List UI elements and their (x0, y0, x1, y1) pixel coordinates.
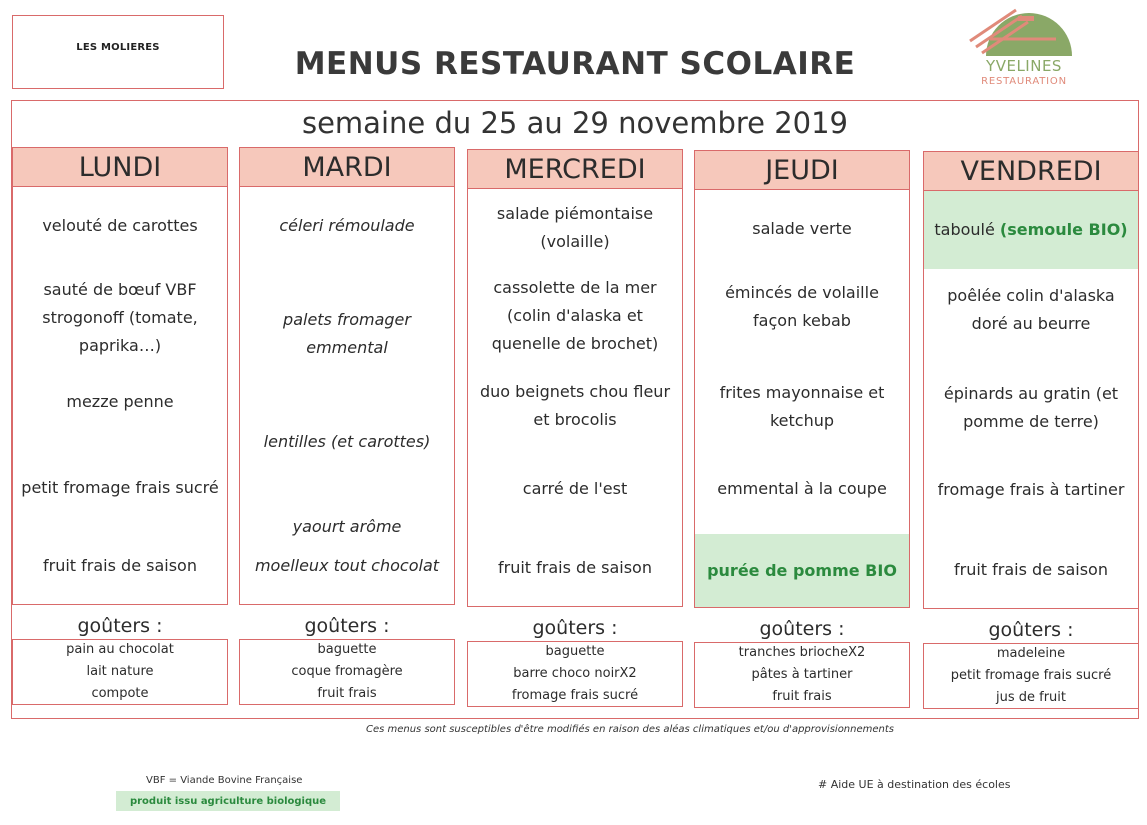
menu-box (694, 190, 910, 608)
bio-suffix: (semoule BIO) (999, 220, 1128, 239)
day-column-thursday (694, 150, 910, 708)
gouters-box (239, 639, 455, 705)
page-title: MENUS RESTAURANT SCOLAIRE (294, 46, 856, 82)
day-header: VENDREDI (923, 151, 1139, 191)
menu-item-main: poêlée colin d'alaska doré au beurre (947, 286, 1115, 333)
menu-item-dairy: carré de l'est (522, 479, 628, 498)
cloche-plate-logo-icon (960, 6, 1088, 58)
gouter-item: compote (91, 686, 149, 701)
menu-item-dairy: yaourt arôme (292, 517, 402, 536)
gouter-item: petit fromage frais sucré (950, 668, 1112, 683)
day-header: MARDI (239, 147, 455, 187)
gouter-item: lait nature (86, 664, 154, 679)
gouters-label: goûters : (532, 617, 618, 639)
menu-item-starter-bio (924, 191, 1138, 269)
menu-item-dessert: fruit frais de saison (954, 560, 1108, 579)
gouters-box (923, 643, 1139, 709)
gouters-box (467, 641, 683, 707)
gouters-label: goûters : (304, 615, 390, 637)
menu-box (12, 187, 228, 605)
gouters-label: goûters : (759, 618, 845, 640)
menu-item-dessert: moelleux tout chocolat (254, 556, 440, 575)
school-name: LES MOLIERES (76, 41, 160, 53)
gouter-item: fruit frais (772, 689, 832, 704)
disclaimer-note: Ces menus sont susceptibles d'être modifiés en raison des aléas climatiques et/ou d'approvisionnements (365, 724, 895, 735)
day-column-monday (12, 147, 228, 705)
gouter-item: pain au chocolat (66, 642, 174, 657)
gouters-label: goûters : (77, 615, 163, 637)
gouter-item: barre choco noirX2 (513, 666, 637, 681)
day-column-friday (923, 151, 1139, 709)
gouter-item: pâtes à tartiner (751, 667, 853, 682)
menu-box (467, 189, 683, 607)
menu-box (923, 191, 1139, 609)
menu-item-starter-text: taboulé (934, 220, 995, 239)
menu-item-side: lentilles (et carottes) (263, 432, 431, 451)
gouter-item: madeleine (996, 646, 1066, 661)
day-column-tuesday (239, 147, 455, 705)
menu-item-side: épinards au gratin (et pomme de terre) (943, 384, 1119, 431)
menu-item-dairy: fromage frais à tartiner (937, 480, 1125, 499)
menu-item-main: palets fromager emmental (283, 310, 411, 357)
menu-item-dairy: petit fromage frais sucré (21, 478, 219, 497)
gouter-item: fruit frais (317, 686, 377, 701)
menu-item-side: frites mayonnaise et ketchup (719, 383, 885, 430)
day-column-wednesday (467, 149, 683, 707)
menu-item-starter: salade piémontaise (volaille) (496, 204, 654, 251)
gouter-item: fromage frais sucré (511, 688, 639, 703)
menu-item-main: cassolette de la mer (colin d'alaska et quenelle de brochet) (491, 278, 659, 353)
menu-item-main: émincés de volaille façon kebab (725, 283, 879, 330)
logo-text-restauration: RESTAURATION (981, 76, 1067, 87)
menu-item-main: sauté de bœuf VBF strogonoff (tomate, paprika…) (42, 280, 198, 355)
day-header: JEUDI (694, 150, 910, 190)
menu-item-dessert: fruit frais de saison (43, 556, 197, 575)
aide-ue-note: # Aide UE à destination des écoles (818, 778, 1011, 791)
menu-item-dairy: emmental à la coupe (717, 479, 887, 498)
gouter-item: baguette (545, 644, 605, 659)
menu-box (239, 187, 455, 605)
menu-item-side: duo beignets chou fleur et brocolis (479, 382, 671, 429)
gouters-box (694, 642, 910, 708)
day-header: LUNDI (12, 147, 228, 187)
yvelines-restauration-logo (960, 6, 1088, 92)
menu-item-starter: salade verte (752, 219, 852, 238)
logo-text-yvelines: YVELINES (986, 57, 1062, 75)
week-title: semaine du 25 au 29 novembre 2019 (301, 106, 848, 140)
gouter-item: coque fromagère (291, 664, 403, 679)
menu-item-starter: céleri rémoulade (279, 216, 415, 235)
menu-item-side: mezze penne (66, 392, 174, 411)
menu-item-dessert-bio: purée de pomme BIO (695, 534, 909, 607)
vbf-note: VBF = Viande Bovine Française (146, 775, 303, 786)
gouters-label: goûters : (988, 619, 1074, 641)
gouter-item: jus de fruit (995, 690, 1066, 705)
menu-item-dessert: fruit frais de saison (498, 558, 652, 577)
menu-item-starter: velouté de carottes (42, 216, 198, 235)
gouter-item: tranches briocheX2 (738, 645, 866, 660)
bio-legend: produit issu agriculture biologique (116, 791, 340, 811)
school-name-box (12, 15, 224, 89)
gouter-item: baguette (317, 642, 377, 657)
day-header: MERCREDI (467, 149, 683, 189)
gouters-box (12, 639, 228, 705)
